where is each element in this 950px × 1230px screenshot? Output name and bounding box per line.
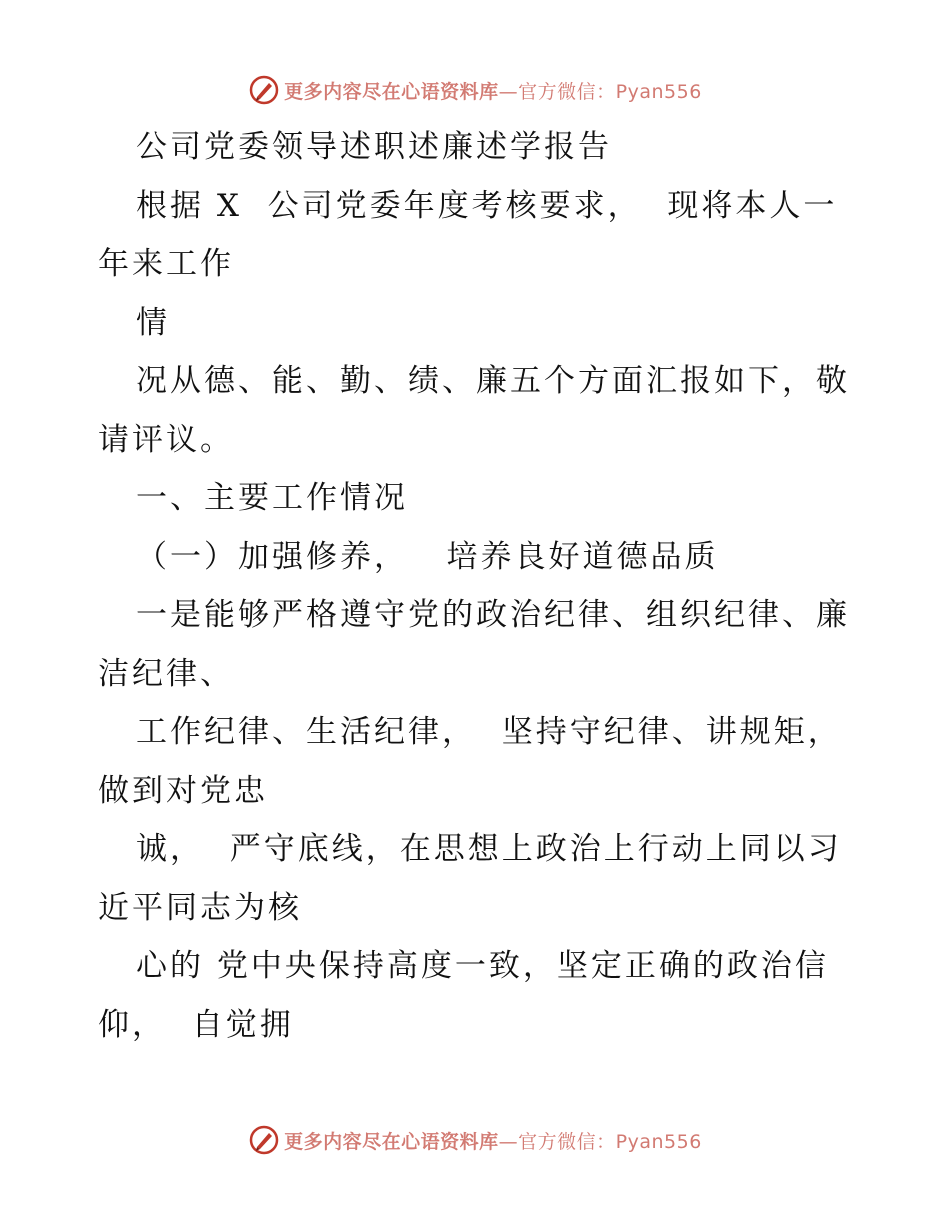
dash: — — [498, 80, 519, 103]
pen-logo-icon — [248, 1124, 280, 1156]
header-watermark-banner — [0, 70, 950, 110]
subsection-heading: （一）加强修养， 培养良好道德品质 — [136, 538, 719, 575]
paragraph-line: 请评议。 — [98, 421, 234, 458]
watermark-text — [284, 77, 702, 104]
document-title: 公司党委领导述职述廉述学报告 — [136, 129, 612, 165]
paragraph-line: 工作纪律、生活纪律， 坚持守纪律、讲规矩， — [136, 714, 842, 750]
paragraph-line: 近平同志为核 — [98, 889, 302, 926]
paragraph-line: 诚， 严守底线，在思想上政治上行动上同以习 — [136, 831, 842, 867]
section-heading: 一、主要工作情况 — [136, 480, 408, 516]
paragraph-line: 洁纪律、 — [98, 655, 234, 692]
paragraph-line: 年来工作 — [98, 246, 234, 282]
pen-logo-icon — [248, 74, 280, 106]
site-name: 更多内容尽在心语资料库 — [284, 80, 499, 103]
document-body — [98, 118, 858, 1054]
paragraph-line: 况从德、能、勤、绩、廉五个方面汇报如下，敬 — [136, 363, 850, 399]
paragraph-line: 仰， 自觉拥 — [98, 1006, 294, 1043]
paragraph-line: 做到对党忠 — [98, 772, 268, 809]
paragraph-line: 心的 党中央保持高度一致，坚定正确的政治信 — [136, 948, 829, 984]
paragraph-line: 根据 X 公司党委年度考核要求， 现将本人一 — [136, 187, 838, 224]
wechat-id: 官方微信：Pyan556 — [518, 80, 702, 103]
wechat-id: 官方微信：Pyan556 — [518, 1130, 702, 1153]
watermark-text — [284, 1127, 702, 1154]
paragraph-line: 情 — [136, 304, 170, 341]
site-name: 更多内容尽在心语资料库 — [284, 1130, 499, 1153]
dash: — — [498, 1130, 519, 1153]
footer-watermark-banner — [0, 1120, 950, 1160]
paragraph-line: 一是能够严格遵守党的政治纪律、组织纪律、廉 — [136, 597, 850, 633]
